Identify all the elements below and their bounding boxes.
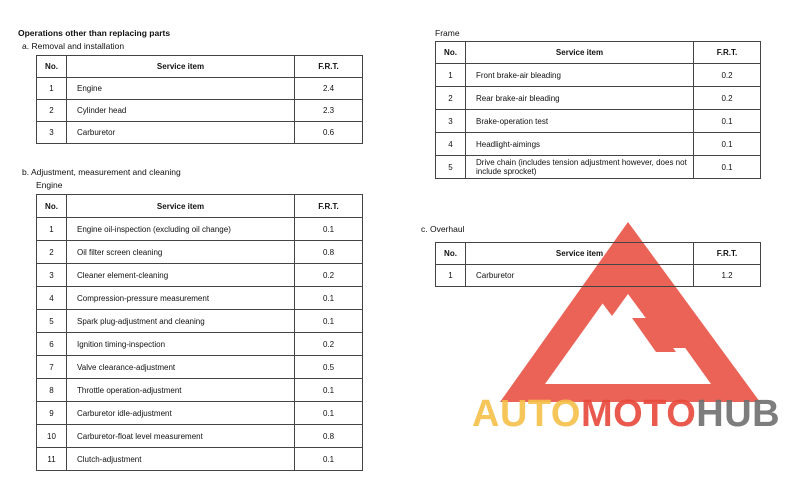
frt-value: 0.1 (295, 287, 363, 310)
frame-table (435, 41, 761, 179)
service-item: Compression-pressure measurement (67, 287, 295, 310)
removal-table (36, 55, 363, 144)
watermark-hub: HUB (696, 393, 781, 435)
watermark-moto: MOTO (580, 393, 697, 435)
col-header-service-item: Service item (67, 195, 295, 218)
row-number: 1 (37, 218, 67, 241)
row-number: 3 (37, 122, 67, 144)
table-row (37, 241, 363, 264)
frt-value: 0.6 (295, 122, 363, 144)
col-header-no: No. (37, 56, 67, 78)
row-number: 9 (37, 402, 67, 425)
frt-value: 0.1 (295, 310, 363, 333)
frt-value: 0.1 (694, 133, 761, 156)
table-row (37, 122, 363, 144)
row-number: 3 (37, 264, 67, 287)
adjustment-engine-table (36, 194, 363, 471)
service-item: Carburetor (466, 265, 694, 287)
service-item: Carburetor idle-adjustment (67, 402, 295, 425)
service-item: Engine (67, 78, 295, 100)
service-item: Clutch-adjustment (67, 448, 295, 471)
table-row (37, 218, 363, 241)
engine-subheading: Engine (36, 180, 63, 190)
service-item: Throttle operation-adjustment (67, 379, 295, 402)
adjustment-heading: b. Adjustment, measurement and cleaning (22, 167, 181, 177)
row-number: 10 (37, 425, 67, 448)
table-row (37, 448, 363, 471)
table-row (37, 264, 363, 287)
row-number: 5 (37, 310, 67, 333)
row-number: 1 (436, 64, 466, 87)
table-row (37, 402, 363, 425)
frt-value: 0.2 (295, 333, 363, 356)
row-number: 4 (37, 287, 67, 310)
service-item: Rear brake-air bleading (466, 87, 694, 110)
frt-value: 0.2 (295, 264, 363, 287)
row-number: 2 (436, 87, 466, 110)
section-title: Operations other than replacing parts (18, 28, 171, 38)
frt-value: 0.1 (295, 218, 363, 241)
col-header-frt: F.R.T. (295, 195, 363, 218)
col-header-no: No. (436, 243, 466, 265)
frt-value: 1.2 (694, 265, 761, 287)
row-number: 3 (436, 110, 466, 133)
service-item: Cylinder head (67, 100, 295, 122)
frt-value: 2.4 (295, 78, 363, 100)
row-number: 2 (37, 100, 67, 122)
service-item: Front brake-air bleading (466, 64, 694, 87)
row-number: 11 (37, 448, 67, 471)
frt-value: 0.1 (694, 156, 761, 179)
frt-value: 0.1 (295, 448, 363, 471)
row-number: 2 (37, 241, 67, 264)
service-item: Carburetor-float level measurement (67, 425, 295, 448)
col-header-no: No. (37, 195, 67, 218)
frt-value: 0.8 (295, 241, 363, 264)
frt-value: 0.8 (295, 425, 363, 448)
service-item: Valve clearance-adjustment (67, 356, 295, 379)
service-item: Headlight-aimings (466, 133, 694, 156)
col-header-service-item: Service item (466, 243, 694, 265)
frt-value: 0.5 (295, 356, 363, 379)
table-row (37, 287, 363, 310)
table-row (37, 333, 363, 356)
row-number: 1 (436, 265, 466, 287)
table-row (37, 100, 363, 122)
service-item: Spark plug-adjustment and cleaning (67, 310, 295, 333)
service-item: Engine oil-inspection (excluding oil change) (67, 218, 295, 241)
service-item: Ignition timing-inspection (67, 333, 295, 356)
frt-value: 0.2 (694, 87, 761, 110)
frt-value: 0.1 (295, 402, 363, 425)
service-item: Brake-operation test (466, 110, 694, 133)
row-number: 7 (37, 356, 67, 379)
table-row (436, 133, 761, 156)
table-row (436, 110, 761, 133)
table-row (37, 310, 363, 333)
frt-value: 0.2 (694, 64, 761, 87)
table-row (37, 379, 363, 402)
frt-value: 2.3 (295, 100, 363, 122)
watermark-auto: AUTO (472, 393, 581, 435)
removal-heading: a. Removal and installation (22, 41, 125, 51)
overhaul-heading: c. Overhaul (421, 224, 465, 234)
col-header-service-item: Service item (67, 56, 295, 78)
col-header-frt: F.R.T. (694, 42, 761, 64)
col-header-service-item: Service item (466, 42, 694, 64)
service-item: Cleaner element-cleaning (67, 264, 295, 287)
table-row (37, 78, 363, 100)
table-row (436, 87, 761, 110)
row-number: 1 (37, 78, 67, 100)
col-header-no: No. (436, 42, 466, 64)
row-number: 4 (436, 133, 466, 156)
table-row (37, 356, 363, 379)
service-item: Drive chain (includes tension adjustment however, does not include sprocket) (466, 156, 694, 179)
service-item: Carburetor (67, 122, 295, 144)
service-item: Oil filter screen cleaning (67, 241, 295, 264)
overhaul-table (435, 242, 761, 287)
table-row (37, 425, 363, 448)
row-number: 6 (37, 333, 67, 356)
row-number: 5 (436, 156, 466, 179)
frame-heading: Frame (435, 28, 460, 38)
frt-value: 0.1 (295, 379, 363, 402)
table-row (436, 265, 761, 287)
table-row (436, 64, 761, 87)
watermark-text (472, 392, 780, 436)
col-header-frt: F.R.T. (694, 243, 761, 265)
row-number: 8 (37, 379, 67, 402)
table-row (436, 156, 761, 179)
frt-value: 0.1 (694, 110, 761, 133)
col-header-frt: F.R.T. (295, 56, 363, 78)
